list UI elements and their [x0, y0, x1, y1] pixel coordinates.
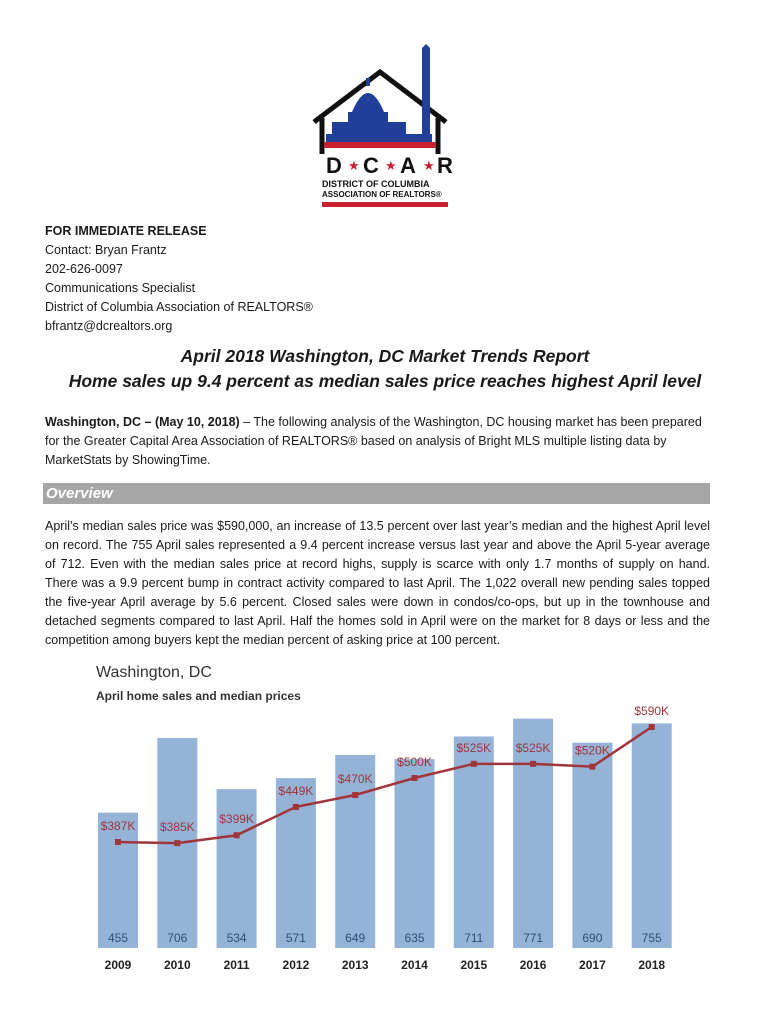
sales-label-2012: 571	[285, 931, 306, 945]
report-title: April 2018 Washington, DC Market Trends Report	[180, 346, 590, 366]
price-point-2018	[649, 724, 655, 730]
logo-underline	[322, 202, 448, 207]
sales-label-2017: 690	[582, 931, 603, 945]
median-price-line	[118, 727, 652, 843]
report-title-block	[0, 344, 770, 394]
x-tick-2013: 2013	[341, 958, 369, 972]
price-point-2016	[530, 761, 536, 767]
sales-label-2016: 771	[523, 931, 544, 945]
price-label-2017: $520K	[575, 743, 610, 758]
price-label-2013: $470K	[337, 772, 373, 786]
sales-label-2014: 635	[404, 931, 425, 945]
contact-block	[45, 222, 313, 336]
sales-price-chart	[0, 700, 770, 980]
price-point-2010	[174, 840, 180, 846]
intro-paragraph	[45, 413, 710, 470]
logo-org-line1: DISTRICT OF COLUMBIA	[322, 179, 430, 189]
monument-icon	[422, 44, 430, 142]
x-tick-2017: 2017	[579, 958, 606, 972]
price-point-2015	[471, 761, 477, 767]
sales-bar-2018	[632, 723, 672, 948]
price-label-2018: $590K	[634, 704, 670, 718]
sales-label-2011: 534	[226, 931, 247, 945]
x-tick-2016: 2016	[519, 958, 547, 972]
contact-role: Communications Specialist	[45, 281, 196, 295]
sales-label-2013: 649	[345, 931, 366, 945]
price-label-2015: $525K	[456, 740, 492, 755]
x-tick-2009: 2009	[104, 958, 132, 972]
price-point-2014	[412, 775, 418, 781]
dateline: Washington, DC – (May 10, 2018)	[45, 415, 240, 429]
intro-text: – The following analysis of the Washington, DC housing market has been prepared for the Greater Capital Area Association of REALTORS® based on analysis of Bright MLS multiple listing data by MarketStats by ShowingTime.	[45, 415, 702, 467]
sales-bar-2017	[572, 743, 612, 948]
star-icon: ★	[348, 158, 360, 173]
contact-name: Contact: Bryan Frantz	[45, 243, 167, 257]
price-label-2014: $500K	[397, 755, 432, 769]
sales-label-2015: 711	[464, 931, 484, 945]
logo-org-line2: ASSOCIATION OF REALTORS®	[322, 190, 442, 199]
contact-org: District of Columbia Association of REALTORS®	[45, 300, 313, 314]
x-tick-2011: 2011	[223, 958, 250, 972]
price-label-2012: $449K	[278, 783, 314, 798]
price-label-2010: $385K	[159, 820, 195, 835]
overview-heading: Overview	[43, 483, 710, 504]
logo-letter-r: R	[437, 153, 453, 178]
contact-phone: 202-626-0097	[45, 262, 123, 276]
x-tick-2012: 2012	[282, 958, 310, 972]
x-tick-2018: 2018	[638, 958, 666, 972]
report-subtitle: Home sales up 9.4 percent as median sales price reaches highest April level	[68, 371, 702, 391]
release-heading: FOR IMMEDIATE RELEASE	[45, 224, 207, 238]
crowd-silhouette	[324, 142, 436, 148]
star-icon: ★	[423, 158, 435, 173]
chart-title: Washington, DC	[96, 664, 212, 681]
x-tick-2010: 2010	[163, 958, 191, 972]
logo-letter-c: C	[363, 153, 379, 178]
price-label-2016: $525K	[515, 740, 551, 755]
price-point-2011	[234, 832, 240, 838]
contact-email[interactable]: bfrantz@dcrealtors.org	[45, 319, 173, 333]
chart-subtitle: April home sales and median prices	[96, 689, 301, 703]
price-point-2009	[115, 839, 121, 845]
sales-bar-2014	[395, 759, 435, 948]
x-tick-2015: 2015	[460, 958, 488, 972]
dcar-logo	[308, 42, 466, 210]
logo-letter-a: A	[400, 153, 416, 178]
capitol-icon	[326, 78, 432, 148]
overview-paragraph: April’s median sales price was $590,000, an increase of 13.5 percent over last year’s median and the highest April level on record. The 755 April sales represented a 9.4 percent increase versus last year and above the April 5-year average of 712. Even with the median sales price at record highs, supply is scarce with only 1.7 months of supply on hand. There was a 9.9 percent bump in contract activity compared to last April. The 1,022 overall new pending sales topped the five-year April average by 5.6 percent. Closed sales were down in condos/co-ops, but up in the townhouse and detached segments compared to last April. Half the homes sold in April were on the market for 8 days or less and the competition among buyers kept the median percent of asking price at 100 percent.	[45, 519, 710, 647]
price-point-2017	[589, 764, 595, 770]
price-label-2011: $399K	[219, 812, 254, 827]
price-label-2009: $387K	[100, 819, 136, 834]
price-point-2013	[352, 792, 358, 798]
logo-letter-d: D	[326, 153, 342, 178]
x-tick-2014: 2014	[401, 958, 428, 972]
price-point-2012	[293, 804, 299, 810]
sales-label-2009: 455	[107, 931, 129, 945]
sales-label-2010: 706	[167, 931, 188, 945]
sales-label-2018: 755	[641, 931, 662, 945]
star-icon: ★	[385, 158, 397, 173]
